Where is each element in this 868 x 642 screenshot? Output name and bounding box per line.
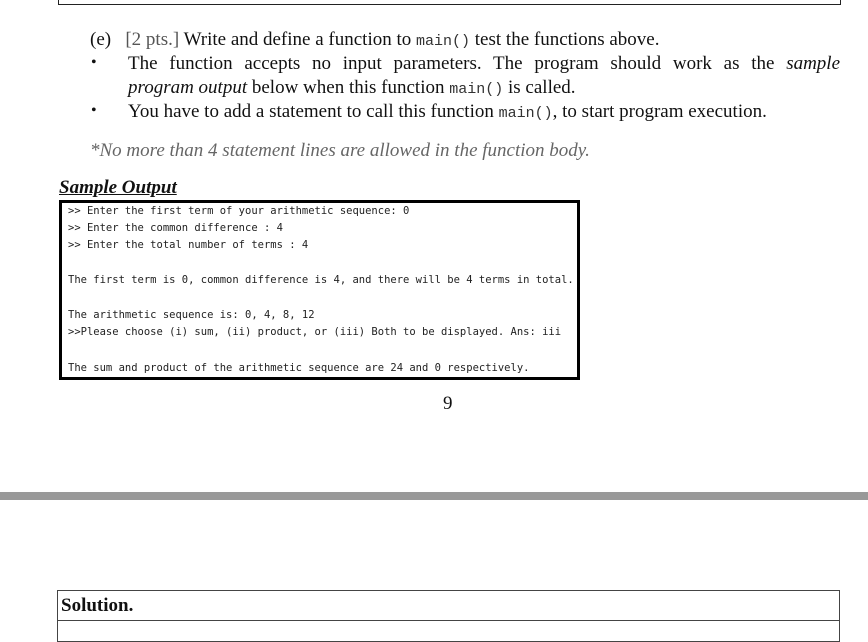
console-line-2: >> Enter the common difference : 4 bbox=[68, 222, 283, 234]
bullet-1-end: is called. bbox=[503, 77, 576, 98]
bullet-2-marker: • bbox=[91, 102, 97, 119]
bullet-1-text: The function accepts no input parameters. The program should work as the bbox=[128, 53, 775, 74]
top-frame-edge bbox=[58, 0, 841, 5]
question-e bbox=[90, 28, 659, 54]
page-number: 9 bbox=[443, 393, 453, 414]
part-label: (e) bbox=[90, 29, 112, 50]
console-line-1: >> Enter the first term of your arithmetic sequence: 0 bbox=[68, 205, 410, 217]
console-line-3: >> Enter the total number of terms : 4 bbox=[68, 239, 309, 251]
bullet-1-line-2 bbox=[128, 76, 576, 102]
sample-output-console bbox=[59, 200, 580, 380]
bullet-1-program-output: program output bbox=[128, 77, 248, 98]
question-text-after: test the functions above. bbox=[470, 29, 660, 50]
bullet-1-line-1 bbox=[128, 52, 840, 76]
console-line-7: The sum and product of the arithmetic sequence are 24 and 0 respectively. bbox=[68, 362, 530, 374]
bullet-1-marker: • bbox=[91, 54, 97, 71]
solution-header bbox=[58, 591, 839, 621]
solution-box bbox=[57, 590, 840, 642]
console-line-6: >>Please choose (i) sum, (ii) product, or (iii) Both to be displayed. Ans: iii bbox=[68, 326, 562, 338]
bullet-2-line bbox=[128, 100, 767, 126]
bullet-1-code: main() bbox=[449, 81, 504, 98]
points-label: [2 pts.] bbox=[125, 29, 180, 50]
bullet-2-after: , to start program execution. bbox=[552, 101, 767, 122]
page-separator bbox=[0, 492, 868, 500]
bullet-2-before: You have to add a statement to call this function bbox=[128, 101, 499, 122]
solution-label: Solution. bbox=[61, 595, 134, 616]
code-main: main() bbox=[416, 33, 471, 50]
question-text-before: Write and define a function to bbox=[179, 29, 417, 50]
console-line-5: The arithmetic sequence is: 0, 4, 8, 12 bbox=[68, 309, 315, 321]
bullet-2-code: main() bbox=[498, 105, 553, 122]
console-line-4: The first term is 0, common difference is 4, and there will be 4 terms in total. bbox=[68, 274, 574, 286]
constraint-note: *No more than 4 statement lines are allowed in the function body. bbox=[90, 140, 590, 161]
sample-output-title: Sample Output bbox=[59, 177, 177, 198]
bullet-1-sample: sample bbox=[786, 53, 841, 74]
bullet-1-below: below when this function bbox=[247, 77, 450, 98]
